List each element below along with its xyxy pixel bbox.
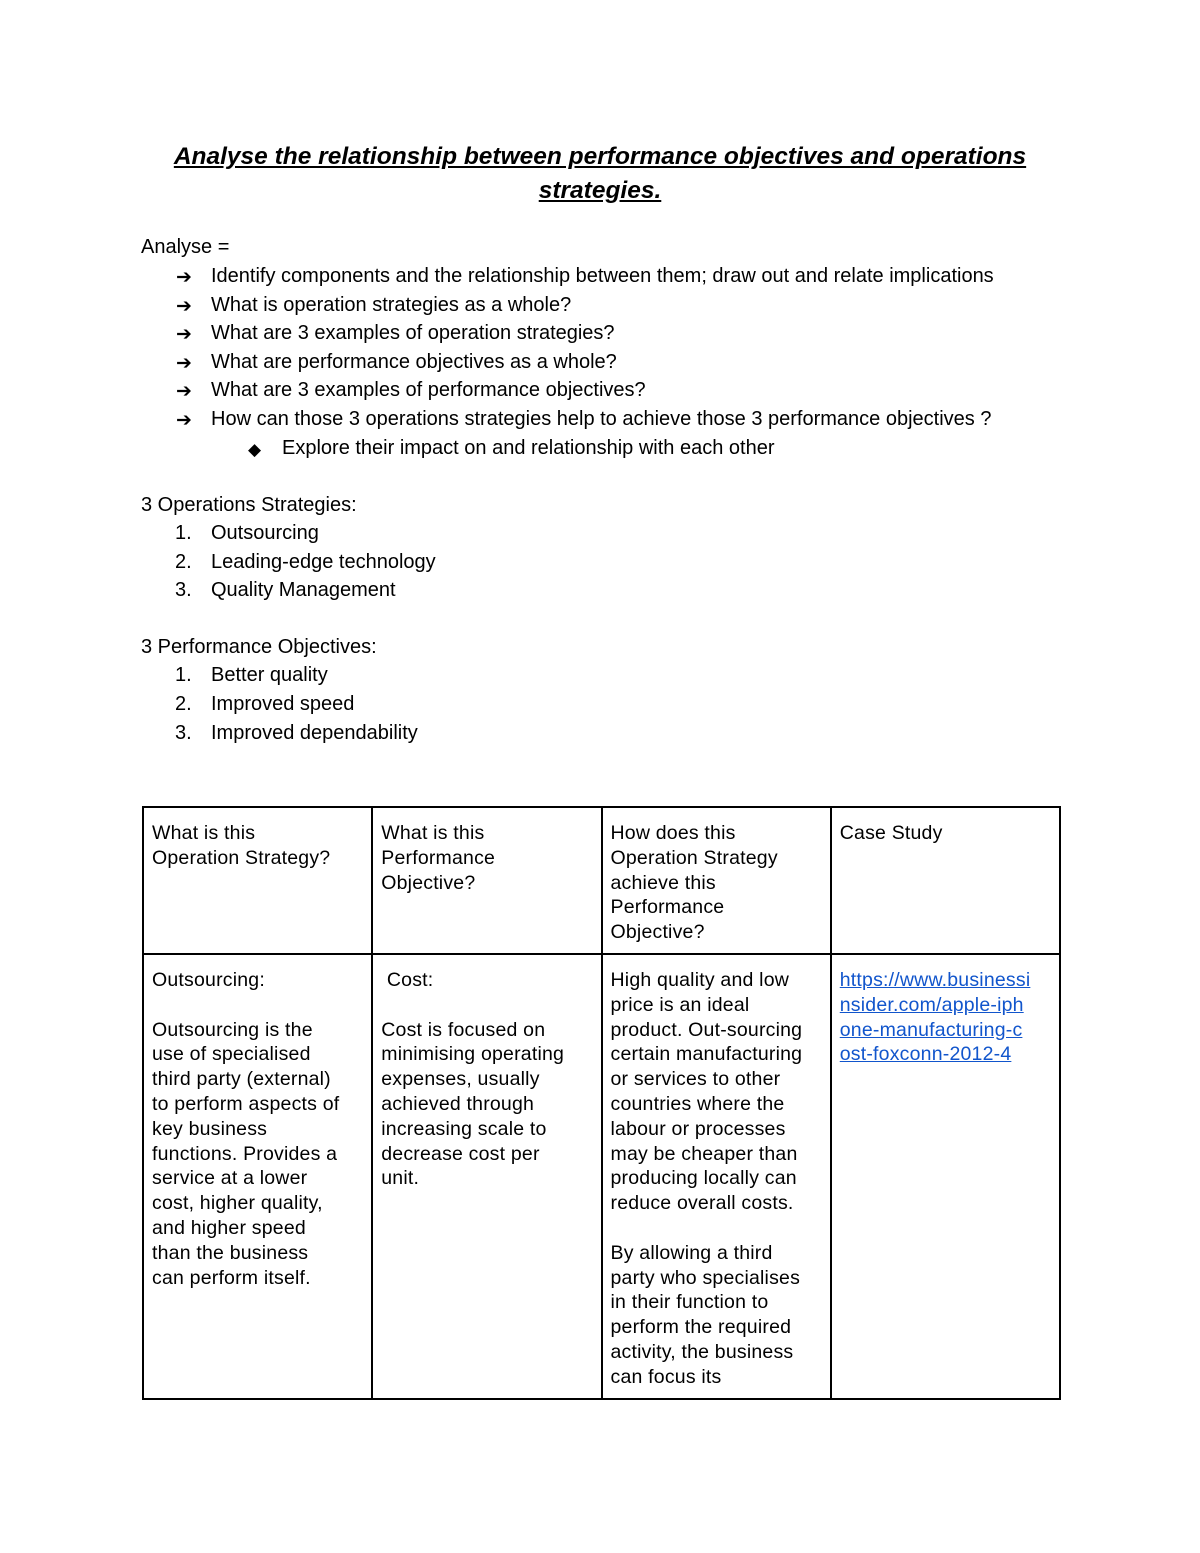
analyse-bullet: What are 3 examples of operation strategies? [211,322,615,344]
diamond-bullet-icon: ◆ [248,440,262,459]
strategy-number: 2. [175,551,192,573]
arrow-bullet-icon: ➔ [176,410,192,431]
header-how-text: How does this Operation Strategy achieve this Performance Objective? [610,822,778,944]
header-cell-strategy [143,807,372,954]
title-line-2: strategies. [538,177,662,204]
strategy-item: Outsourcing [211,522,319,544]
objective-number: 3. [175,722,192,744]
analyse-heading: Analyse = [141,236,230,258]
strategy-title: Outsourcing: [152,968,265,991]
cell-how [602,954,831,1399]
strategy-item: Quality Management [211,579,396,601]
strategy-item: Leading-edge technology [211,551,436,573]
cell-strategy [143,954,372,1399]
how-paragraph-2: By allowing a third party who specialises in their function to perform the required activity, the business can focus its [610,1241,801,1388]
objective-number: 1. [175,664,192,686]
strategy-number: 1. [175,522,192,544]
analyse-bullet: What are performance objectives as a whole? [211,351,617,373]
cell-case-study [831,954,1060,1399]
strategy-number: 3. [175,579,192,601]
objective-item: Better quality [211,664,328,686]
objective-item: Improved speed [211,693,355,715]
analyse-bullet: What are 3 examples of performance objectives? [211,379,646,401]
arrow-bullet-icon: ➔ [176,353,192,374]
objective-number: 2. [175,693,192,715]
objectives-heading: 3 Performance Objectives: [141,636,377,658]
page-title [140,140,1060,208]
header-cell-objective [372,807,601,954]
arrow-bullet-icon: ➔ [176,296,192,317]
objective-description: Cost is focused on minimising operating expenses, usually achieved through increasing scale to decrease cost per unit. [381,1018,565,1190]
analyse-sub-bullet: Explore their impact on and relationship with each other [282,437,775,459]
arrow-bullet-icon: ➔ [176,381,192,402]
objective-item: Improved dependability [211,722,418,744]
table-header-row [143,807,1060,954]
header-strategy-text: What is this Operation Strategy? [152,822,331,869]
case-study-link[interactable]: https://www.businessi nsider.com/apple-iph one-manufacturing-c ost-foxconn-2012-4 [839,968,1031,1066]
strategy-description: Outsourcing is the use of specialised third party (external) to perform aspects of key business functions. Provides a service at a lower cost, higher quality, and higher speed than the business can perform itself. [152,1018,340,1289]
objective-title: Cost: [381,968,434,991]
analyse-bullet: Identify components and the relationship between them; draw out and relate implications [211,265,994,287]
header-cell-how [602,807,831,954]
how-paragraph-1: High quality and low price is an ideal product. Out-sourcing certain manufacturing or services to other countries where the labour or processes may be cheaper than producing locally can reduce overall costs. [610,968,803,1215]
header-cell-case-study [831,807,1060,954]
table-row [143,954,1060,1399]
arrow-bullet-icon: ➔ [176,324,192,345]
strategy-objective-table [142,806,1061,1400]
header-objective-text: What is this Performance Objective? [381,822,496,894]
strategies-heading: 3 Operations Strategies: [141,494,357,516]
header-case-study-text: Case Study [839,822,943,844]
title-line-1: Analyse the relationship between performance objectives and operations [173,143,1027,170]
analyse-bullet: How can those 3 operations strategies help to achieve those 3 performance objectives ? [211,408,992,430]
analyse-bullet: What is operation strategies as a whole? [211,294,572,316]
cell-objective [372,954,601,1399]
arrow-bullet-icon: ➔ [176,267,192,288]
